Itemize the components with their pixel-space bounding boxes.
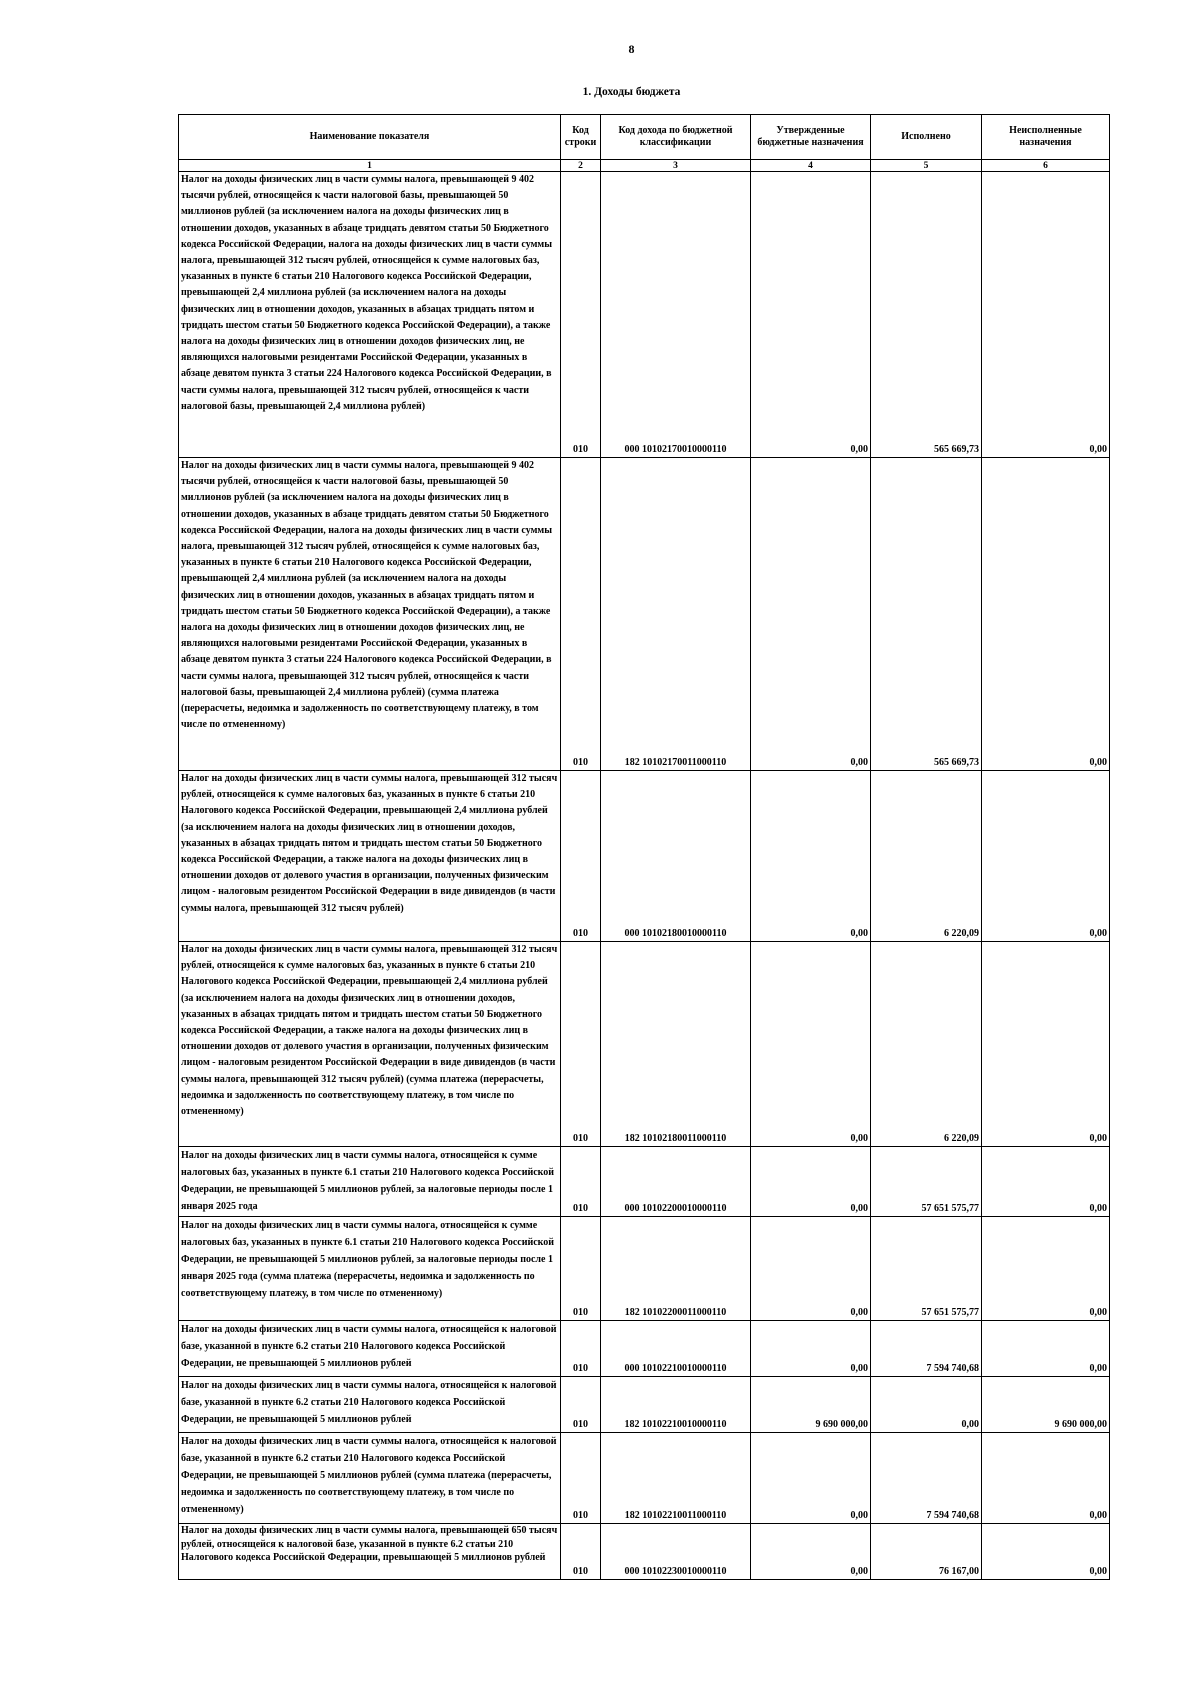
- unexecuted-value: 0,00: [982, 458, 1110, 771]
- kbk-code: 182 10102200011000110: [601, 1217, 751, 1321]
- approved-value: 0,00: [751, 458, 871, 771]
- unexecuted-value: 0,00: [982, 1147, 1110, 1217]
- unexecuted-value: 0,00: [982, 1217, 1110, 1321]
- indicator-name: Налог на доходы физических лиц в части суммы налога, превышающей 312 тысяч рублей, относящейся к сумме налоговых баз, указанных в пункте 6 статьи 210 Налогового кодекса Российской Федерации, превышающей 2,4 миллиона рублей (за исключением налога на доходы физических лиц в отношении доходов, указанных в абзацах тридцать пятом и тридцать шестом статьи 50 Бюджетного кодекса Российской Федерации, а также налога на доходы физических лиц в отношении доходов от долевого участия в организации, полученных физическим лицом - налоговым резидентом Российской Федерации в виде дивидендов (в части суммы налога, превышающей 312 тысяч рублей) (сумма платежа (перерасчеты, недоимка и задолженность по соответствующему платежу, в том числе по отмененному): [179, 942, 561, 1147]
- approved-value: 0,00: [751, 1147, 871, 1217]
- kbk-code: 000 10102180010000110: [601, 771, 751, 942]
- table-row: [179, 771, 1110, 942]
- unexecuted-value: 0,00: [982, 942, 1110, 1147]
- line-code: 010: [561, 1217, 601, 1321]
- line-code: 010: [561, 1147, 601, 1217]
- indicator-name: Налог на доходы физических лиц в части суммы налога, относящейся к сумме налоговых баз, указанных в пункте 6.1 статьи 210 Налогового кодекса Российской Федерации, не превышающей 5 миллионов рублей, за налоговые периоды после 1 января 2025 года: [179, 1147, 561, 1217]
- column-number-row: [179, 160, 1110, 172]
- unexecuted-value: 0,00: [982, 1433, 1110, 1524]
- kbk-code: 000 10102200010000110: [601, 1147, 751, 1217]
- line-code: 010: [561, 1377, 601, 1433]
- kbk-code: 182 10102210011000110: [601, 1433, 751, 1524]
- approved-value: 0,00: [751, 1433, 871, 1524]
- line-code: 010: [561, 771, 601, 942]
- table-row: [179, 1217, 1110, 1321]
- line-code: 010: [561, 1433, 601, 1524]
- approved-value: 0,00: [751, 1217, 871, 1321]
- line-code: 010: [561, 172, 601, 458]
- column-number: 1: [179, 160, 561, 172]
- indicator-name: Налог на доходы физических лиц в части суммы налога, относящейся к налоговой базе, указанной в пункте 6.2 статьи 210 Налогового кодекса Российской Федерации, не превышающей 5 миллионов рублей (сумма платежа (перерасчеты, недоимка и задолженность по соответствующему платежу, в том числе по отмененному): [179, 1433, 561, 1524]
- header-row: [179, 115, 1110, 160]
- executed-value: 57 651 575,77: [871, 1147, 982, 1217]
- section-title: 1. Доходы бюджета: [582, 86, 681, 98]
- header-unexecuted: Неисполненные назначения: [982, 115, 1110, 160]
- table-row: [179, 1433, 1110, 1524]
- table-row: [179, 1524, 1110, 1580]
- indicator-name: Налог на доходы физических лиц в части суммы налога, превышающей 9 402 тысячи рублей, относящейся к части налоговой базы, превышающей 50 миллионов рублей (за исключением налога на доходы физических лиц в отношении доходов, указанных в абзаце тридцать девятом статьи 50 Бюджетного кодекса Российской Федерации, налога на доходы физических лиц в части суммы налога, превышающей 312 тысяч рублей, относящейся к сумме налоговых баз, указанных в пункте 6 статьи 210 Налогового кодекса Российской Федерации, превышающей 2,4 миллиона рублей (за исключением налога на доходы физических лиц в отношении доходов, указанных в абзацах тридцать пятом и тридцать шестом статьи 50 Бюджетного кодекса Российской Федерации), а также налога на доходы физических лиц в отношении доходов физических лиц, не являющихся налоговыми резидентами Российской Федерации, указанных в абзаце девятом пункта 3 статьи 224 Налогового кодекса Российской Федерации, в части суммы налога, превышающей 312 тысяч рублей, относящейся к части налоговой базы, превышающей 2,4 миллиона рублей): [179, 172, 561, 458]
- indicator-name: Налог на доходы физических лиц в части суммы налога, относящейся к сумме налоговых баз, указанных в пункте 6.1 статьи 210 Налогового кодекса Российской Федерации, не превышающей 5 миллионов рублей, за налоговые периоды после 1 января 2025 года (сумма платежа (перерасчеты, недоимка и задолженность по соответствующему платежу, в том числе по отмененному): [179, 1217, 561, 1321]
- executed-value: 7 594 740,68: [871, 1321, 982, 1377]
- executed-value: 76 167,00: [871, 1524, 982, 1580]
- header-approved: Утвержденные бюджетные назначения: [751, 115, 871, 160]
- unexecuted-value: 0,00: [982, 1321, 1110, 1377]
- kbk-code: 182 10102180011000110: [601, 942, 751, 1147]
- line-code: 010: [561, 458, 601, 771]
- unexecuted-value: 0,00: [982, 771, 1110, 942]
- approved-value: 0,00: [751, 172, 871, 458]
- column-number: 6: [982, 160, 1110, 172]
- approved-value: 9 690 000,00: [751, 1377, 871, 1433]
- table-row: [179, 172, 1110, 458]
- table-row: [179, 1321, 1110, 1377]
- table-row: [179, 1147, 1110, 1217]
- approved-value: 0,00: [751, 771, 871, 942]
- indicator-name: Налог на доходы физических лиц в части суммы налога, превышающей 650 тысяч рублей, относящейся к налоговой базе, указанной в пункте 6.2 статьи 210 Налогового кодекса Российской Федерации, превышающей 5 миллионов рублей: [179, 1524, 561, 1580]
- executed-value: 565 669,73: [871, 458, 982, 771]
- approved-value: 0,00: [751, 942, 871, 1147]
- header-name: Наименование показателя: [179, 115, 561, 160]
- page-number: 8: [628, 42, 635, 56]
- line-code: 010: [561, 942, 601, 1147]
- indicator-name: Налог на доходы физических лиц в части суммы налога, превышающей 312 тысяч рублей, относящейся к сумме налоговых баз, указанных в пункте 6 статьи 210 Налогового кодекса Российской Федерации, превышающей 2,4 миллиона рублей (за исключением налога на доходы физических лиц в отношении доходов, указанных в абзацах тридцать пятом и тридцать шестом статьи 50 Бюджетного кодекса Российской Федерации, а также налога на доходы физических лиц в отношении доходов от долевого участия в организации, полученных физическим лицом - налоговым резидентом Российской Федерации в виде дивидендов (в части суммы налога, превышающей 312 тысяч рублей): [179, 771, 561, 942]
- header-executed: Исполнено: [871, 115, 982, 160]
- unexecuted-value: 9 690 000,00: [982, 1377, 1110, 1433]
- table-row: [179, 458, 1110, 771]
- executed-value: 565 669,73: [871, 172, 982, 458]
- kbk-code: 000 10102170010000110: [601, 172, 751, 458]
- line-code: 010: [561, 1321, 601, 1377]
- column-number: 5: [871, 160, 982, 172]
- executed-value: 57 651 575,77: [871, 1217, 982, 1321]
- table-row: [179, 942, 1110, 1147]
- table-row: [179, 1377, 1110, 1433]
- unexecuted-value: 0,00: [982, 172, 1110, 458]
- executed-value: 6 220,09: [871, 771, 982, 942]
- indicator-name: Налог на доходы физических лиц в части суммы налога, относящейся к налоговой базе, указанной в пункте 6.2 статьи 210 Налогового кодекса Российской Федерации, не превышающей 5 миллионов рублей: [179, 1321, 561, 1377]
- column-number: 3: [601, 160, 751, 172]
- kbk-code: 182 10102170011000110: [601, 458, 751, 771]
- kbk-code: 000 10102210010000110: [601, 1321, 751, 1377]
- executed-value: 7 594 740,68: [871, 1433, 982, 1524]
- kbk-code: 000 10102230010000110: [601, 1524, 751, 1580]
- income-table: [178, 114, 1110, 1580]
- indicator-name: Налог на доходы физических лиц в части суммы налога, превышающей 9 402 тысячи рублей, относящейся к части налоговой базы, превышающей 50 миллионов рублей (за исключением налога на доходы физических лиц в отношении доходов, указанных в абзаце тридцать девятом статьи 50 Бюджетного кодекса Российской Федерации, налога на доходы физических лиц в части суммы налога, превышающей 312 тысяч рублей, относящейся к сумме налоговых баз, указанных в пункте 6 статьи 210 Налогового кодекса Российской Федерации, превышающей 2,4 миллиона рублей (за исключением налога на доходы физических лиц в отношении доходов, указанных в абзацах тридцать пятом и тридцать шестом статьи 50 Бюджетного кодекса Российской Федерации), а также налога на доходы физических лиц в отношении доходов физических лиц, не являющихся налоговыми резидентами Российской Федерации, указанных в абзаце девятом пункта 3 статьи 224 Налогового кодекса Российской Федерации, в части суммы налога, превышающей 312 тысяч рублей, относящейся к части налоговой базы, превышающей 2,4 миллиона рублей) (сумма платежа (перерасчеты, недоимка и задолженность по соответствующему платежу, в том числе по отмененному): [179, 458, 561, 771]
- executed-value: 0,00: [871, 1377, 982, 1433]
- unexecuted-value: 0,00: [982, 1524, 1110, 1580]
- kbk-code: 182 10102210010000110: [601, 1377, 751, 1433]
- indicator-name: Налог на доходы физических лиц в части суммы налога, относящейся к налоговой базе, указанной в пункте 6.2 статьи 210 Налогового кодекса Российской Федерации, не превышающей 5 миллионов рублей: [179, 1377, 561, 1433]
- column-number: 4: [751, 160, 871, 172]
- header-kbk: Код дохода по бюджетной классификации: [601, 115, 751, 160]
- line-code: 010: [561, 1524, 601, 1580]
- header-line-code: Код строки: [561, 115, 601, 160]
- executed-value: 6 220,09: [871, 942, 982, 1147]
- column-number: 2: [561, 160, 601, 172]
- approved-value: 0,00: [751, 1321, 871, 1377]
- approved-value: 0,00: [751, 1524, 871, 1580]
